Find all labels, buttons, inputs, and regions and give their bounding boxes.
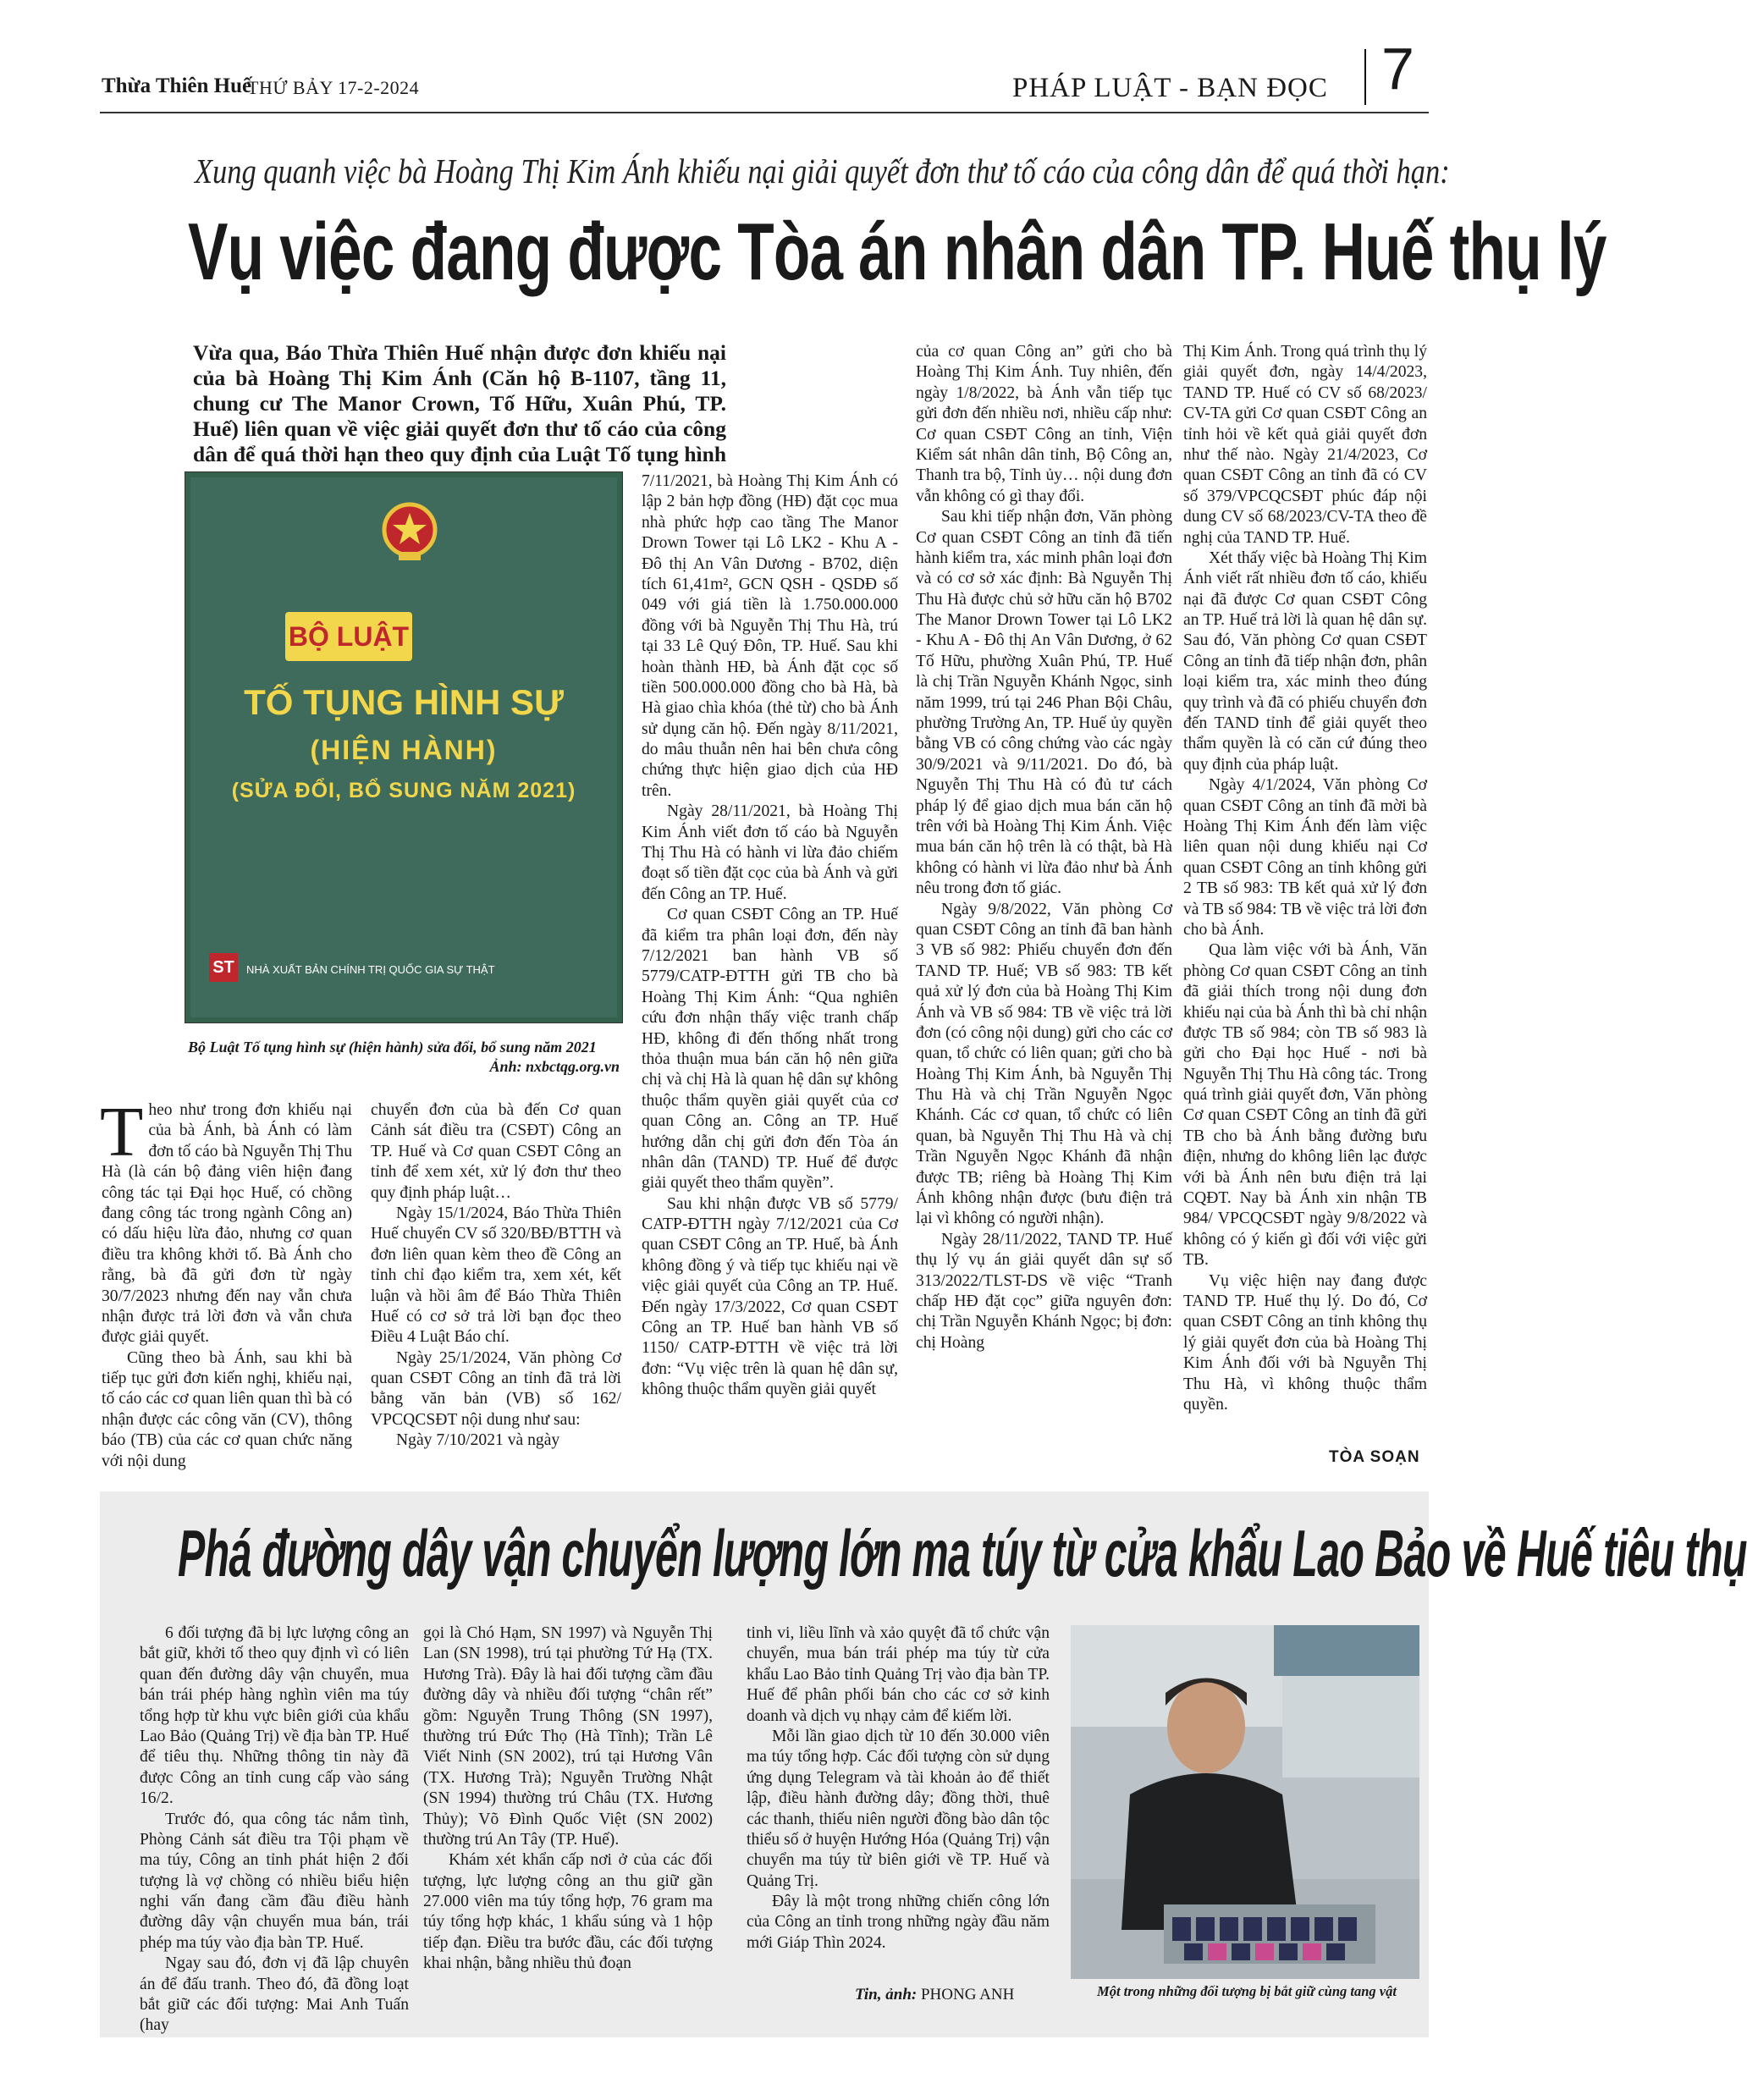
article1-column-2 <box>371 1100 621 1452</box>
article1-column-4 <box>916 342 1172 1353</box>
article1-lead: Vừa qua, Báo Thừa Thiên Huế nhận được đơn khiếu nại của bà Hoàng Thị Kim Ánh (Căn hộ B-1107, tầng 11, chung cư The Manor Crown, Tố Hữu, Xuân Phú, TP. Huế) liên quan về việc giải quyết đơn thư tố cáo của công dân để quá thời hạn theo quy định của Luật Tố tụng hình <box>193 340 726 467</box>
article2-column-1 <box>140 1623 409 2037</box>
paragraph: Thị Kim Ánh. Trong quá trình thụ lý giải quyết đơn, ngày 14/4/2023, TAND TP. Huế có CV số 68/2023/ CV-TA gửi Cơ quan CSĐT Công an tỉnh hỏi về kết quả giải quyết đơn như thế nào. Ngày 21/4/2023, Cơ quan CSĐT Công an tỉnh đã có CV số 379/VPCQCSĐT phúc đáp nội dung CV số 68/2023/CV-TA theo đề nghị của TAND TP. Huế. <box>1183 343 1427 547</box>
paragraph: Ngày 4/1/2024, Văn phòng Cơ quan CSĐT Công an tỉnh đã mời bà Hoàng Thị Kim Ánh đến làm việc liên quan nội dung khiếu nại Cơ quan CSĐT Công an tỉnh không gửi 2 TB số 983: TB kết quả xử lý đơn và TB số 984: TB về việc trả lời đơn cho bà Ánh. <box>1183 776 1427 939</box>
credit-label: Tin, ảnh: <box>855 1986 918 2004</box>
paragraph: chuyển đơn của bà đến Cơ quan Cảnh sát điều tra (CSĐT) Công an TP. Huế và Cơ quan CSĐT Công an tỉnh để xem xét, xử lý đơn thư theo quy định pháp luật… <box>371 1101 621 1202</box>
paragraph: Ngày 25/1/2024, Văn phòng Cơ quan CSĐT Công an tỉnh đã trả lời bằng văn bản (VB) số 162/ VPCQCSĐT nội dung như sau: <box>371 1348 621 1429</box>
book-edition: (SỬA ĐỔI, BỔ SUNG NĂM 2021) <box>231 779 576 802</box>
paragraph: Trước đó, qua công tác nắm tình, Phòng Cảnh sát điều tra Tội phạm về ma túy, Công an tỉnh phát hiện 2 đối tượng là vợ chồng có nhiều biểu hiện nghi vấn đang cầm đầu điều hành đường dây vận chuyển mua bán, trái phép ma túy vào địa bàn TP. Huế. <box>140 1810 409 1952</box>
paragraph: Ngày 7/10/2021 và ngày <box>396 1431 560 1450</box>
paragraph: Ngày 28/11/2022, TAND TP. Huế thụ lý vụ án giải quyết dân sự số 313/2022/TLST-DS về việc “Tranh chấp HĐ đặt cọc” giữa nguyên đơn: chị Trần Nguyễn Khánh Ngọc; bị đơn: chị Hoàng <box>916 1230 1172 1352</box>
article2-credit <box>855 1986 1014 2004</box>
article1-kicker: Xung quanh việc bà Hoàng Thị Kim Ánh khiếu nại giải quyết đơn thư tố cáo của công dân để quá thời hạn: <box>195 152 1450 190</box>
article1-column-3 <box>642 471 898 1401</box>
header-rule <box>100 112 1429 113</box>
paragraph: Ngày 15/1/2024, Báo Thừa Thiên Huế chuyển CV số 320/BĐ/BTTH và đơn liên quan kèm theo đề Công an tỉnh chỉ đạo kiểm tra, xem xét, kết luận và hồi âm để Báo Thừa Thiên Huế có cơ sở trả lời bạn đọc theo Điều 4 Luật Báo chí. <box>371 1204 621 1347</box>
page-number: 7 <box>1381 36 1414 102</box>
paragraph: Xét thấy việc bà Hoàng Thị Kim Ánh viết rất nhiều đơn tố cáo, khiếu nại đã được Cơ quan CSĐT Công an TP. Huế trả lời là quan hệ dân sự. Sau đó, Văn phòng Cơ quan CSĐT Công an tỉnh đã tiếp nhận đơn, phân loại kiểm tra, xác minh theo đúng quy trình và đã có phiếu chuyển đơn đến TAND tỉnh để giải quyết theo thẩm quyền là có căn cứ đúng theo quy định của pháp luật. <box>1183 548 1427 774</box>
header-divider <box>1364 49 1366 105</box>
paragraph: Ngày 28/11/2021, bà Hoàng Thị Kim Ánh viết đơn tố cáo bà Nguyễn Thị Thu Hà có hành vi lừa đảo chiếm đoạt số tiền đặt cọc của bà Ánh và gửi đến Công an TP. Huế. <box>642 802 898 903</box>
photo-caption: Một trong những đối tượng bị bắt giữ cùng tang vật <box>1097 1983 1397 1999</box>
article2-headline: Phá đường dây vận chuyển lượng lớn ma túy từ cửa khẩu Lao Bảo về Huế tiêu thụ <box>178 1516 1747 1590</box>
paragraph: Ngày 9/8/2022, Văn phòng Cơ quan CSĐT Công an tỉnh đã ban hành 3 VB số 982: Phiếu chuyển đơn đến TAND TP. Huế; VB số 983: TB kết quả xử lý đơn của bà Hoàng Thị Kim Ánh và VB số 984: TB về việc trả lời đơn (có công nội dung) gửi cho các cơ quan, tổ chức có liên quan; gửi cho bà Hoàng Thị Kim Ánh, bà Nguyễn Thị Thu Hà và chị Trần Nguyễn Ngọc Khánh. Các cơ quan, tổ chức có liên quan, bà Nguyễn Thị Thu Hà và chị Trần Nguyễn Ngọc Khánh đã nhận được TB; riêng bà Hoàng Thị Kim Ánh không nhận được (bưu điện trả lại vì không có người nhận). <box>916 900 1172 1228</box>
paragraph: gọi là Chó Hạm, SN 1997) và Nguyễn Thị Lan (SN 1998), trú tại phường Tứ Hạ (TX. Hương Trà). Đây là hai đối tượng cầm đầu đường dây và nhiều đối tượng “chân rết” gồm: Nguyễn Trung Thông (SN 1997), thường trú Đức Thọ (Hà Tĩnh); Trần Lê Viết Ninh (SN 2002), trú tại Hương Vân (TX. Hương Trà); Nguyễn Trường Nhật (SN 1994) thường trú Châu (TX. Hương Thủy); Võ Đình Quốc Việt (SN 2002) thường trú An Tây (TP. Huế). <box>423 1624 713 1849</box>
paper-name: Thừa Thiên Huế <box>102 74 252 97</box>
paragraph: Đây là một trong những chiến công lớn của Công an tỉnh trong những ngày đầu năm mới Giáp Thìn 2024. <box>747 1893 1050 1952</box>
publisher-name: NHÀ XUẤT BẢN CHÍNH TRỊ QUỐC GIA SỰ THẬT <box>246 963 495 976</box>
paragraph: Khám xét khẩn cấp nơi ở của các đối tượng, lực lượng công an thu giữ gần 27.000 viên ma túy tổng hợp, 76 gram ma túy tổng hợp khác, 1 khẩu súng và 1 hộp tiếp đạn. Điều tra bước đầu, các đối tượng khai nhận, bằng nhiều thủ đoạn <box>423 1851 713 1973</box>
paragraph: Sau khi nhận được VB số 5779/ CATP-ĐTTH ngày 7/12/2021 của Cơ quan CSĐT Công an TP. Huế, bà Ánh không đồng ý và tiếp tục khiếu nại về việc giải quyết của Công an TP. Huế. Đến ngày 17/3/2022, Cơ quan CSĐT Công an TP. Huế ban hành VB số 1150/ CATP-ĐTTH về việc trả lời đơn: “Vụ việc trên là quan hệ dân sự, không thuộc thẩm quyền giải quyết <box>642 1194 898 1399</box>
paragraph: Qua làm việc với bà Ánh, Văn phòng Cơ quan CSĐT Công an tỉnh đã giải thích trong nội dung đơn khiếu nại của bà Ánh thì bà chỉ nhận được TB số 984; còn TB số 983 là gửi cho Đại học Huế - nơi bà Nguyễn Thị Thu Hà công tác. Trong quá trình giải quyết đơn, Văn phòng Cơ quan CSĐT Công an tỉnh đã gửi TB cho bà Ánh bằng đường bưu điện, nhưng do không liên lạc được với bà Ánh nên bưu điện trả lại CQĐT. Nay bà Ánh xin nhận TB 984/ VPCQCSĐT ngày 9/8/2022 và không có ý kiến gì đối với việc gửi TB. <box>1183 941 1427 1270</box>
paragraph: Sau khi tiếp nhận đơn, Văn phòng Cơ quan CSĐT Công an tỉnh đã tiến hành kiểm tra, xác minh phân loại đơn và có cơ sở xác định: Bà Nguyễn Thị Thu Hà được chủ sở hữu căn hộ B702 The Manor Drown Tower tại Lô LK2 - Khu A - Đô thị An Vân Dương, ở 62 Tố Hữu, phường Xuân Phú, TP. Huế là chị Trần Nguyễn Khánh Ngọc, sinh năm 1999, trú tại 246 Phan Bội Châu, phường Trường An, TP. Huế ủy quyền bằng VB có công chứng vào các ngày 30/9/2021 và 9/11/2021. Do đó, bà Nguyễn Thị Thu Hà có đủ tư cách pháp lý để giao dịch mua bán căn hộ trên với bà Hoàng Thị Kim Ánh. Việc mua bán căn hộ trên là có thật, bà Hà không có hành vi lừa đảo như bà Ánh nêu trong đơn tố giác. <box>916 508 1172 898</box>
paragraph: Mỗi lần giao dịch từ 10 đến 30.000 viên ma túy tổng hợp. Các đối tượng còn sử dụng ứng dụng Telegram và tài khoản ảo để thiết lập, điều hành đường dây; đồng thời, thuê các thanh, thiếu niên người đồng bào dân tộc thiểu số ở huyện Hướng Hóa (Quảng Trị) vận chuyển ma túy từ biên giới về TP. Huế và Quảng Trị. <box>747 1727 1050 1890</box>
suspect-photo <box>1071 1625 1419 1979</box>
book-label: BỘ LUẬT <box>285 612 412 661</box>
book-subtitle: (HIỆN HÀNH) <box>310 735 498 765</box>
paragraph: của cơ quan Công an” gửi cho bà Hoàng Thị Kim Ánh. Tuy nhiên, đến ngày 1/8/2022, bà Ánh vẫn tiếp tục gửi đơn đến nhiều nơi, nhiều cấp như: Cơ quan CSĐT Công an tỉnh, Viện Kiểm sát nhân dân tỉnh, Bộ Công an, Thanh tra bộ, Tỉnh ủy… nội dung đơn vẫn không có gì thay đổi. <box>916 343 1172 505</box>
dropcap: T <box>100 1093 144 1171</box>
book-caption-source: Ảnh: nxbctqg.org.vn <box>489 1057 620 1075</box>
paragraph-text: heo như trong đơn khiếu nại của bà Ánh, bà Ánh có làm đơn tố cáo bà Nguyễn Thị Thu Hà (là cán bộ đảng viên hiện đang công tác tại Đại học Huế, có chồng đang công tác trong ngành Công an) có dấu hiệu lừa đảo, nhưng cơ quan điều tra không khởi tố. Bà Ánh cho rằng, bà đã gửi đơn từ ngày 30/7/2023 nhưng đến nay vẫn chưa nhận được trả lời đơn và vẫn chưa được giải quyết. <box>102 1101 352 1347</box>
article1-signature: TÒA SOẠN <box>1329 1448 1420 1466</box>
credit-name: PHONG ANH <box>920 1986 1015 2004</box>
paragraph: Cơ quan CSĐT Công an TP. Huế đã kiểm tra phân loại đơn, đến này 7/12/2021 ban hành VB số 5779/CATP-ĐTTH gửi TB cho bà Hoàng Thị Kim Ánh: “Qua nghiên cứu đơn nhận thấy việc tranh chấp HĐ, không đi đến thống nhất trong thỏa thuận mua bán căn hộ nên giữa chị và chị Hà là quan hệ dân sự không thuộc thẩm quyền giải quyết của cơ quan Công an. Công an TP. Huế hướng dẫn chị gửi đơn đến Tòa án nhân dân (TAND) TP. Huế để được giải quyết theo thẩm quyền”. <box>642 906 898 1193</box>
national-emblem-icon <box>380 498 439 565</box>
paragraph: tinh vi, liều lĩnh và xảo quyệt đã tổ chức vận chuyển, mua bán trái phép ma túy từ cửa khẩu Lao Bảo tỉnh Quảng Trị vào địa bàn TP. Huế để phân phối bán cho các cơ sở kinh doanh và dịch vụ nhạy cảm để kiếm lời. <box>747 1624 1050 1725</box>
section-title: PHÁP LUẬT - BẠN ĐỌC <box>1012 73 1328 103</box>
article2-column-2 <box>423 1623 713 1975</box>
paragraph: Vụ việc hiện nay đang được TAND TP. Huế thụ lý. Do đó, Cơ quan CSĐT Công an tỉnh không thụ lý giải quyết đơn của bà Hoàng Thị Kim Ánh đối với bà Nguyễn Thị Thu Hà, vì không thuộc thẩm quyền. <box>1183 1271 1427 1414</box>
publisher-logo: ST <box>209 953 238 982</box>
suspect-photo-illustration <box>1071 1625 1419 1979</box>
article1-column-1 <box>100 1093 352 1472</box>
article1-column-5 <box>1183 342 1427 1415</box>
book-cover-image <box>185 471 623 1023</box>
paragraph <box>100 1093 352 1348</box>
book-caption <box>188 1038 620 1076</box>
paragraph: Cũng theo bà Ánh, sau khi bà tiếp tục gửi đơn kiến nghị, khiếu nại, tố cáo các cơ quan liên quan thì bà có nhận được các công văn (CV), thông báo (TB) của các cơ quan chức năng với nội dung <box>102 1348 352 1470</box>
book-caption-text: Bộ Luật Tố tụng hình sự (hiện hành) sửa đổi, bổ sung năm 2021 <box>188 1039 597 1056</box>
paragraph: 7/11/2021, bà Hoàng Thị Kim Ánh có lập 2 bản hợp đồng (HĐ) đặt cọc mua nhà phức hợp cao tầng The Manor Drown Tower tại Lô LK2 - Khu A - Đô thị An Vân Dương - B702, diện tích 61,41m², GCN QSH - QSDĐ số 049 với giá tiền là 1.750.000.000 đồng với bà Nguyễn Thị Thu Hà, trú tại 33 Lê Quý Đôn, TP. Huế. Sau khi hoàn thành HĐ, bà Ánh đặt cọc số tiền 500.000.000 đồng cho bà Hà, bà Hà giao chìa khóa (thẻ từ) cho bà Ánh sử dụng căn hộ. Đến ngày 8/11/2021, do mâu thuẫn nên hai bên chưa công chứng thực hiện giao dịch của HĐ trên. <box>642 472 898 800</box>
paragraph: Ngay sau đó, đơn vị đã lập chuyên án để đấu tranh. Theo đó, đã đồng loạt bắt giữ các đối tượng: Mai Anh Tuấn (hay <box>140 1954 409 2035</box>
issue-date: THỨ BẢY 17-2-2024 <box>247 77 420 98</box>
paragraph: 6 đối tượng đã bị lực lượng công an bắt giữ, khởi tố theo quy định vì có liên quan đến đường dây vận chuyển, mua bán trái phép hàng nghìn viên ma túy tổng hợp từ khu vực biên giới của khẩu Lao Bảo (Quảng Trị) về địa bàn TP. Huế để tiêu thụ. Những thông tin này đã được Công an tỉnh cung cấp vào sáng 16/2. <box>140 1624 409 1808</box>
book-title: TỐ TỤNG HÌNH SỰ <box>244 682 564 722</box>
article1-headline: Vụ việc đang được Tòa án nhân dân TP. Huế thụ lý <box>188 207 1606 297</box>
article2-column-3 <box>747 1623 1050 1954</box>
